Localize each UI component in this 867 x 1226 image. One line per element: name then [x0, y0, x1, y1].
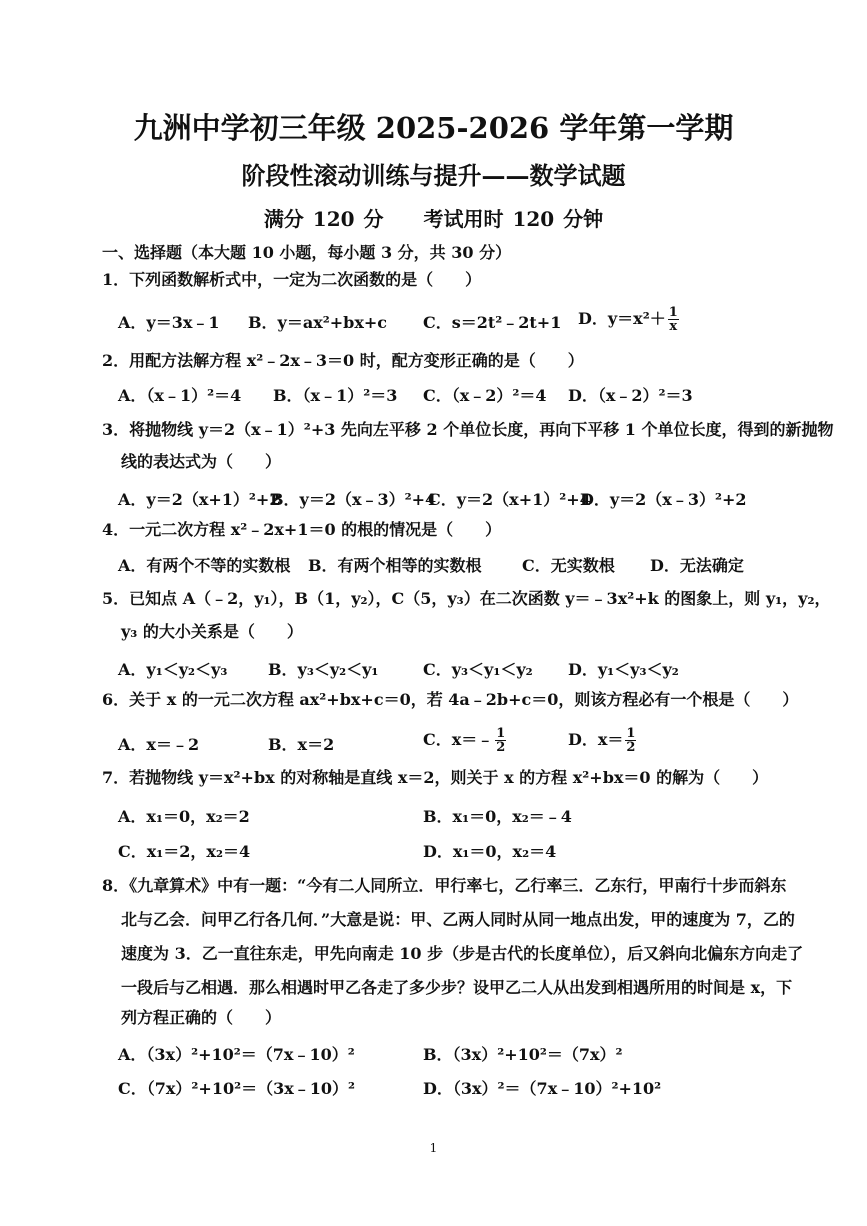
q7-option-c: C．x₁＝2，x₂＝4	[118, 842, 251, 861]
fraction-numerator: 1	[496, 726, 506, 741]
exam-title: 九洲中学初三年级 2025-2026 学年第一学期	[133, 111, 734, 145]
q6-option-d-prefix: D．x＝	[568, 730, 624, 749]
question-5-text-line-2: y₃ 的大小关系是（ ）	[121, 622, 303, 641]
q3-option-b: B．y＝2（x﹣3）²+4	[270, 490, 437, 509]
question-5-options	[118, 657, 778, 681]
question-4-options	[118, 553, 778, 577]
q6-option-b: B．x＝2	[268, 735, 335, 754]
q2-option-b: B．（x﹣1）²＝3	[273, 386, 398, 405]
q1-option-c: C．s＝2t²﹣2t+1	[423, 313, 562, 332]
q8-option-a: A．（3x）²+10²＝（7x﹣10）²	[118, 1045, 355, 1064]
q7-option-a: A．x₁＝0，x₂＝2	[118, 807, 250, 826]
q8-option-c: C．（7x）²+10²＝（3x﹣10）²	[118, 1079, 356, 1098]
q6-option-c-fraction	[495, 727, 506, 754]
question-1-options	[118, 305, 778, 334]
question-8-line-3: 速度为 3．乙一直往东走，甲先向南走 10 步（步是古代的长度单位），后又斜向北偏东方向走了	[121, 944, 804, 963]
q7-option-b: B．x₁＝0，x₂＝﹣4	[423, 807, 572, 826]
question-8-line-1: 8．《九章算术》中有一题：“今有二人同所立．甲行率七，乙行率三．乙东行，甲南行十步而斜东	[102, 876, 787, 895]
q2-option-d: D．（x﹣2）²＝3	[568, 386, 693, 405]
fraction-numerator: 1	[626, 726, 636, 741]
question-5-text-line-1: 5．已知点 A（﹣2，y₁），B（1，y₂），C（5，y₃）在二次函数 y＝﹣3x²+k 的图象上，则 y₁，y₂，	[102, 589, 831, 608]
question-3-text-line-2: 线的表达式为（ ）	[121, 452, 282, 471]
section-heading: 一、选择题（本大题 10 小题，每小题 3 分，共 30 分）	[102, 243, 512, 262]
q4-option-d: D．无法确定	[650, 556, 744, 575]
question-2-options	[118, 383, 778, 407]
question-2-text: 2．用配方法解方程 x²﹣2x﹣3＝0 时，配方变形正确的是（ ）	[102, 351, 584, 370]
question-7-options-row-2	[118, 839, 778, 863]
fraction-denominator: 2	[626, 740, 636, 755]
q1-option-d-prefix: D．y＝x²＋	[578, 309, 666, 328]
exam-score-time: 满分 120 分 考试用时 120 分钟	[263, 207, 604, 231]
question-7-options-row-1	[118, 804, 778, 828]
q1-option-d	[578, 306, 681, 333]
page-number: 1	[429, 1141, 438, 1155]
question-8-line-4: 一段后与乙相遇．那么相遇时甲乙各走了多少步？设甲乙二人从出发到相遇所用的时间是 x，下	[121, 978, 793, 997]
q3-option-a: A．y＝2（x+1）²+2	[118, 490, 281, 509]
question-8-line-5: 列方程正确的（ ）	[121, 1008, 282, 1027]
question-8-options-row-1	[118, 1042, 778, 1066]
question-7-text: 7．若抛物线 y＝x²+bx 的对称轴是直线 x＝2，则关于 x 的方程 x²+bx＝0 的解为（ ）	[102, 768, 769, 787]
q1-option-a: A．y＝3x﹣1	[118, 313, 220, 332]
fraction-denominator: x	[669, 319, 678, 334]
question-8-line-2: 北与乙会．问甲乙行各几何．”大意是说：甲、乙两人同时从同一地点出发，甲的速度为 7，乙的	[121, 910, 795, 929]
question-3-text-line-1: 3．将抛物线 y＝2（x﹣1）²+3 先向左平移 2 个单位长度，再向下平移 1 个单位长度，得到的新抛物	[102, 420, 834, 439]
q6-option-c	[423, 727, 508, 754]
question-8-options-row-2	[118, 1076, 778, 1100]
q8-option-d: D．（3x）²＝（7x﹣10）²+10²	[423, 1079, 662, 1098]
question-1-text: 1．下列函数解析式中，一定为二次函数的是（ ）	[102, 270, 482, 289]
q6-option-d	[568, 727, 638, 754]
q6-option-d-fraction	[625, 727, 636, 754]
q2-option-a: A．（x﹣1）²＝4	[118, 386, 242, 405]
exam-subtitle: 阶段性滚动训练与提升——数学试题	[241, 161, 626, 190]
question-3-options	[118, 487, 778, 511]
question-6-text: 6．关于 x 的一元二次方程 ax²+bx+c＝0，若 4a﹣2b+c＝0，则该方程必有一个根是（ ）	[102, 690, 799, 709]
fraction-numerator: 1	[668, 305, 678, 320]
q4-option-b: B．有两个相等的实数根	[308, 556, 482, 575]
question-4-text: 4．一元二次方程 x²﹣2x+1＝0 的根的情况是（ ）	[102, 520, 502, 539]
q5-option-c: C．y₃＜y₁＜y₂	[423, 660, 533, 679]
q1-option-d-fraction	[668, 306, 679, 333]
q3-option-c: C．y＝2（x+1）²+4	[428, 490, 591, 509]
q2-option-c: C．（x﹣2）²＝4	[423, 386, 547, 405]
q6-option-a: A．x＝﹣2	[118, 735, 200, 754]
q8-option-b: B．（3x）²+10²＝（7x）²	[423, 1045, 623, 1064]
q4-option-a: A．有两个不等的实数根	[118, 556, 291, 575]
q6-option-c-prefix: C．x＝﹣	[423, 730, 494, 749]
q1-option-b: B．y＝ax²+bx+c	[248, 313, 388, 332]
q5-option-d: D．y₁＜y₃＜y₂	[568, 660, 679, 679]
q3-option-d: D．y＝2（x﹣3）²+2	[580, 490, 747, 509]
fraction-denominator: 2	[496, 740, 506, 755]
q5-option-b: B．y₃＜y₂＜y₁	[268, 660, 379, 679]
q5-option-a: A．y₁＜y₂＜y₃	[118, 660, 228, 679]
q4-option-c: C．无实数根	[522, 556, 615, 575]
question-6-options	[118, 726, 778, 756]
q7-option-d: D．x₁＝0，x₂＝4	[423, 842, 557, 861]
